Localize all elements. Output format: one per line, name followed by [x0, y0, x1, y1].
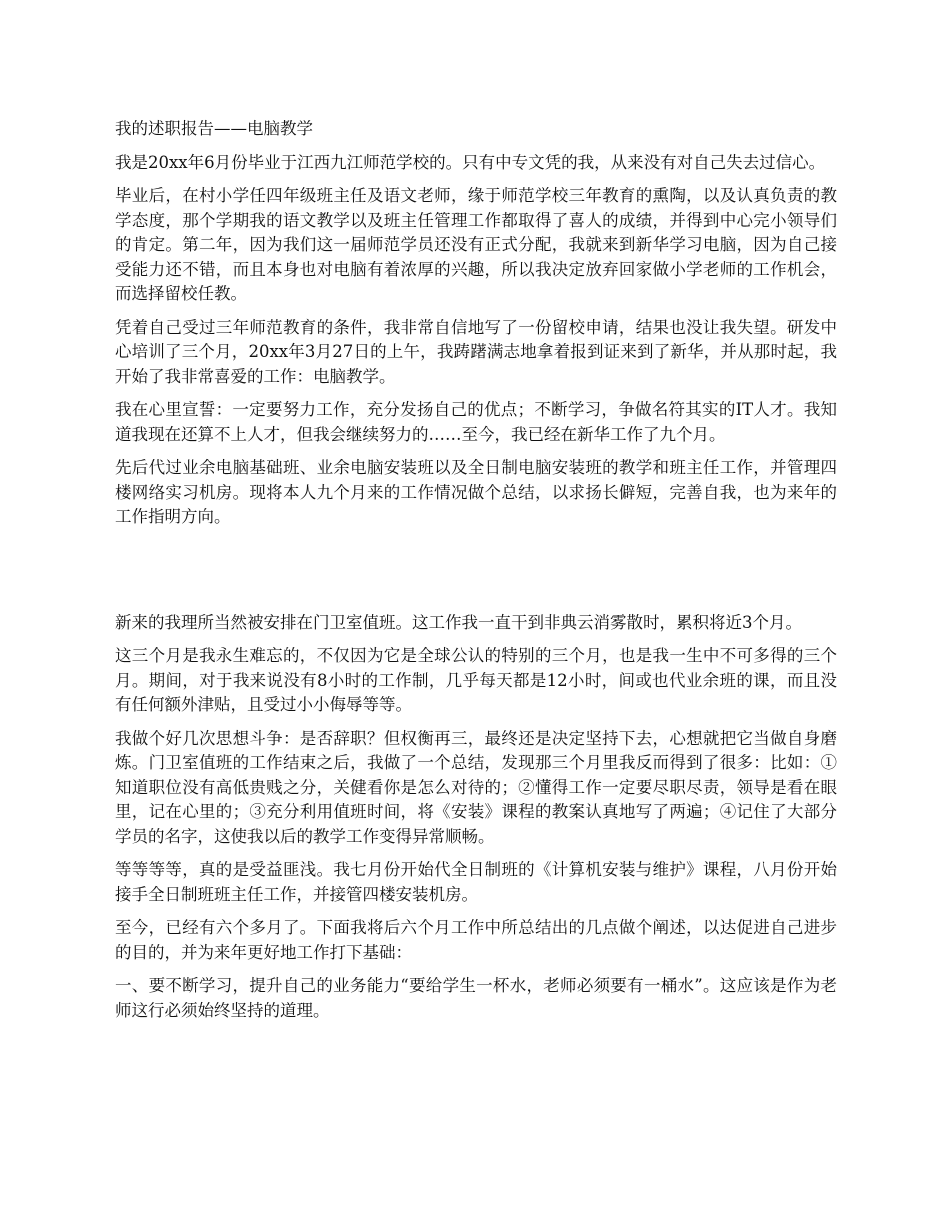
paragraph-summary-intro: 先后代过业余电脑基础班、业余电脑安装班以及全日制电脑安装班的教学和班主任工作，并管理四楼网络实习机房。现将本人九个月来的工作情况做个总结，以求扬长僻短，完善自我，也为来年的工作指明方向。: [115, 458, 837, 526]
paragraph-stay-application: 凭着自己受过三年师范教育的条件，我非常自信地写了一份留校申请，结果也没让我失望。研发中心培训了三个月，20xx年3月27日的上午，我踌躇满志地拿着报到证来到了新华，并从那时起，我开始了我非常喜爱的工作：电脑教学。: [115, 317, 837, 386]
paragraph-struggle: 我做个好几次思想斗争：是否辞职？但权衡再三，最终还是决定坚持下去，心想就把它当做自身磨炼。门卫室值班的工作结束之后，我做了一个总结，发现那三个月里我反而得到了很多：比如：①知道职位没有高低贵贱之分，关健看你是怎么对待的；②懂得工作一定要尽职尽责，领导是看在眼里，记在心里的；③充分利用值班时间，将《安装》课程的教案认真地写了两遍；④记住了大部分学员的名字，这使我以后的教学工作变得异常顺畅。: [115, 728, 837, 846]
section-gap: [115, 539, 837, 611]
document-page: [115, 117, 837, 1032]
paragraph-vow: 我在心里宣誓：一定要努力工作，充分发扬自己的优点；不断学习，争做名符其实的IT人才。我知道我现在还算不上人才，但我会继续努力的……至今，我已经在新华工作了九个月。: [115, 400, 837, 444]
paragraph-three-months: 这三个月是我永生难忘的，不仅因为它是全球公认的特别的三个月，也是我一生中不可多得的三个月。期间，对于我来说没有8小时的工作制，几乎每天都是12小时，间或也代业余班的课，而且没有任何额外津贴，且受过小小侮辱等等。: [115, 646, 837, 714]
paragraph-six-months: 至今，已经有六个多月了。下面我将后六个月工作中所总结出的几点做个阐述，以达促进自己进步的目的，并为来年更好地工作打下基础：: [115, 918, 837, 962]
paragraph-graduation: 我是20xx年6月份毕业于江西九江师范学校的。只有中专文凭的我，从来没有对自己失去过信心。: [115, 152, 826, 172]
paragraph-point-one: 一、要不断学习，提升自己的业务能力“要给学生一杯水，老师必须要有一桶水”。这应该是作为老师这行必须始终坚持的道理。: [115, 976, 837, 1020]
document-title: 我的述职报告——电脑教学: [115, 119, 313, 138]
paragraph-benefit: 等等等等，真的是受益匪浅。我七月份开始代全日制班的《计算机安装与维护》课程，八月份开始接手全日制班班主任工作，并接管四楼安装机房。: [115, 860, 837, 904]
paragraph-guard-duty: 新来的我理所当然被安排在门卫室值班。这工作我一直干到非典云消雾散时，累积将近3个月。: [115, 612, 802, 632]
paragraph-after-graduation: 毕业后，在村小学任四年级班主任及语文老师，缘于师范学校三年教育的熏陶，以及认真负责的教学态度，那个学期我的语文教学以及班主任管理工作都取得了喜人的成绩，并得到中心完小领导们的肯定。第二年，因为我们这一届师范学员还没有正式分配，我就来到新华学习电脑，因为自己接受能力还不错，而且本身也对电脑有着浓厚的兴趣，所以我决定放弃回家做小学老师的工作机会，而选择留校任教。: [115, 186, 837, 303]
